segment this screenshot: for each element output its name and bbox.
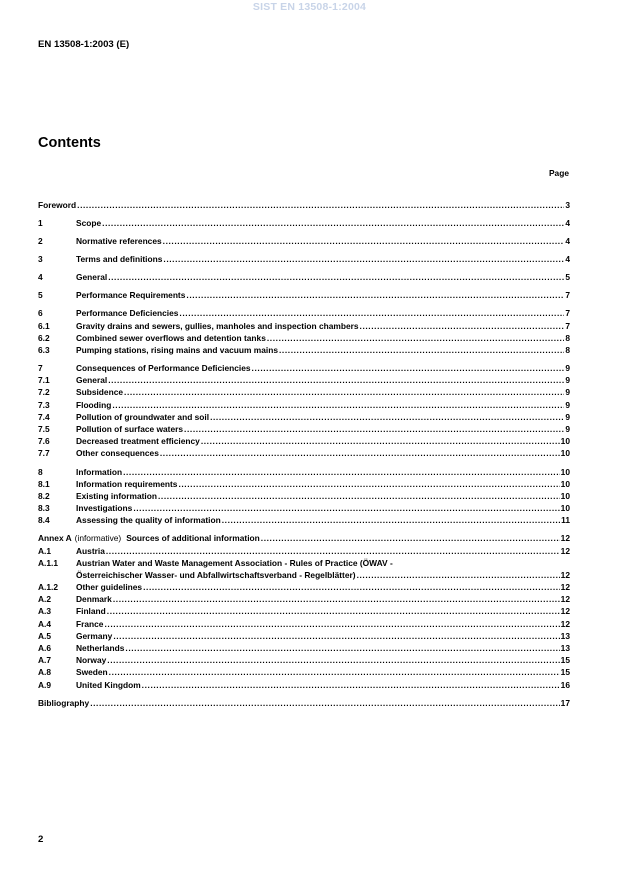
toc-leader-dots [112, 399, 564, 411]
toc-entry-number: 6.3 [38, 345, 50, 356]
page-column-label: Page [548, 168, 569, 178]
toc-entry-title: General [76, 375, 108, 386]
toc-entry-number: 7.2 [38, 387, 50, 398]
document-id: EN 13508-1:2003 (E) [38, 39, 130, 50]
toc-entry-information-requirements[interactable] [38, 478, 570, 490]
toc-entry-title: Pumping stations, rising mains and vacuum mains [76, 345, 278, 356]
toc-entry-number: 7.7 [38, 448, 50, 459]
toc-leader-dots [108, 374, 564, 386]
toc-entry-assessing-quality[interactable] [38, 514, 570, 526]
toc-entry-owav-line1[interactable] [38, 557, 570, 569]
toc-entry-page: 12 [560, 594, 570, 605]
toc-entry-page: 12 [560, 569, 570, 580]
toc-entry-page: 5 [565, 272, 570, 283]
toc-entry-title: Other consequences [76, 448, 159, 459]
toc-entry-performance-requirements[interactable] [38, 289, 570, 301]
toc-leader-dots [124, 386, 564, 398]
toc-leader-dots [158, 490, 560, 502]
toc-entry-page: 10 [560, 466, 570, 477]
toc-entry-title: Performance Deficiencies [76, 308, 179, 319]
toc-entry-page: 10 [560, 503, 570, 514]
toc-entry-page: 9 [565, 363, 570, 374]
toc-entry-number: A.8 [38, 667, 52, 678]
toc-entry-page: 12 [560, 606, 570, 617]
toc-leader-dots [108, 271, 564, 283]
annex-note: (informative) [74, 533, 122, 544]
toc-entry-title: Information [76, 466, 123, 477]
toc-leader-dots [252, 362, 565, 374]
toc-entry-page: 7 [565, 290, 570, 301]
toc-leader-dots [201, 435, 560, 447]
toc-entry-pumping-stations[interactable] [38, 344, 570, 356]
toc-entry-finland[interactable] [38, 605, 570, 617]
toc-entry-title: Normative references [76, 236, 162, 247]
toc-entry-page: 13 [560, 643, 570, 654]
toc-entry-title: France [76, 618, 104, 629]
toc-entry-page: 4 [565, 254, 570, 265]
toc-entry-title: Terms and definitions [76, 254, 163, 265]
toc-leader-dots [360, 320, 565, 332]
toc-leader-dots [123, 466, 560, 478]
toc-entry-other-consequences[interactable] [38, 447, 570, 459]
toc-entry-title: Pollution of surface waters [76, 424, 184, 435]
toc-entry-performance-deficiencies[interactable] [38, 307, 570, 319]
toc-entry-number: 3 [38, 254, 43, 265]
toc-entry-title: Consequences of Performance Deficiencies [76, 363, 251, 374]
toc-leader-dots [90, 697, 559, 709]
toc-entry-number: 7.4 [38, 411, 50, 422]
toc-entry-page: 12 [560, 533, 570, 544]
toc-entry-page: 15 [560, 667, 570, 678]
toc-leader-dots [357, 569, 560, 581]
toc-entry-owav-line2[interactable] [38, 569, 570, 581]
toc-entry-decreased-treatment[interactable] [38, 435, 570, 447]
toc-entry-title: Austrian Water and Waste Management Association - Rules of Practice (ÖWAV - [76, 557, 393, 568]
toc-entry-number: 7.3 [38, 399, 50, 410]
toc-entry-page: 10 [560, 436, 570, 447]
toc-entry-page: 11 [561, 515, 570, 526]
toc-entry-page: 4 [565, 218, 570, 229]
toc-entry-pollution-surface-waters[interactable] [38, 423, 570, 435]
toc-entry-consequences-general[interactable] [38, 374, 570, 386]
toc-leader-dots [186, 289, 564, 301]
toc-entry-number: 8.4 [38, 515, 50, 526]
toc-entry-title: Assessing the quality of information [76, 515, 221, 526]
toc-entry-page: 9 [565, 387, 570, 398]
toc-leader-dots [142, 679, 560, 691]
toc-leader-dots [261, 532, 560, 544]
toc-leader-dots [184, 423, 564, 435]
toc-entry-number: 8.3 [38, 503, 50, 514]
toc-entry-title: United Kingdom [76, 679, 141, 690]
toc-leader-dots [210, 411, 564, 423]
toc-leader-dots [267, 332, 564, 344]
toc-entry-number: 2 [38, 236, 43, 247]
toc-entry-title: Decreased treatment efficiency [76, 436, 200, 447]
toc-entry-title: Performance Requirements [76, 290, 186, 301]
toc-entry-number: 7.6 [38, 436, 50, 447]
toc-entry-title: Germany [76, 630, 113, 641]
toc-entry-number: 8.2 [38, 490, 50, 501]
toc-entry-title: Denmark [76, 594, 112, 605]
toc-entry-title: Information requirements [76, 478, 178, 489]
toc-entry-france[interactable] [38, 618, 570, 630]
toc-entry-page: 16 [560, 679, 570, 690]
toc-leader-dots [107, 654, 559, 666]
toc-entry-page: 10 [560, 448, 570, 459]
annex-title: Sources of additional information [126, 533, 260, 544]
toc-entry-title: Norway [76, 655, 107, 666]
toc-entry-sweden[interactable] [38, 666, 570, 678]
toc-entry-number: A.2 [38, 594, 52, 605]
toc-leader-dots [143, 581, 560, 593]
toc-entry-investigations[interactable] [38, 502, 570, 514]
toc-entry-number: 4 [38, 272, 43, 283]
toc-entry-number: A.1.2 [38, 582, 59, 593]
toc-entry-number: 7.1 [38, 375, 50, 386]
toc-entry-other-guidelines[interactable] [38, 581, 570, 593]
toc-entry-title: Pollution of groundwater and soil [76, 411, 210, 422]
footer-page-number: 2 [38, 834, 44, 845]
toc-entry-page: 9 [565, 399, 570, 410]
toc-entry-number: A.3 [38, 606, 52, 617]
toc-entry-title: Foreword [38, 200, 77, 210]
toc-entry-page: 3 [565, 200, 570, 210]
toc-entry-united-kingdom[interactable] [38, 679, 570, 691]
contents-heading: Contents [38, 135, 101, 151]
toc-entry-germany[interactable] [38, 630, 570, 642]
toc-leader-dots [113, 630, 559, 642]
toc-entry-existing-information[interactable] [38, 490, 570, 502]
toc-leader-dots [163, 253, 564, 265]
toc-entry-number: 1 [38, 218, 43, 229]
toc-entry-austria[interactable] [38, 545, 570, 557]
toc-entry-information[interactable] [38, 466, 570, 478]
toc-entry-consequences[interactable] [38, 362, 570, 374]
toc-leader-dots [106, 545, 560, 557]
toc-entry-number: A.1 [38, 545, 52, 556]
toc-entry-subsidence[interactable] [38, 386, 570, 398]
toc-leader-dots [109, 666, 560, 678]
toc-leader-dots [279, 344, 564, 356]
toc-leader-dots [160, 447, 560, 459]
toc-leader-dots [102, 217, 564, 229]
toc-entry-title: Netherlands [76, 643, 125, 654]
toc-entry-title: Sweden [76, 667, 108, 678]
annex-label: Annex A [38, 533, 72, 544]
toc-entry-page: 4 [565, 236, 570, 247]
toc-entry-number: A.4 [38, 618, 52, 629]
toc-entry-pollution-groundwater[interactable] [38, 411, 570, 423]
toc-entry-page: 12 [560, 545, 570, 556]
toc-entry-title: General [76, 272, 108, 283]
toc-leader-dots [113, 593, 560, 605]
toc-leader-dots [125, 642, 559, 654]
toc-entry-scope[interactable] [38, 217, 570, 229]
toc-entry-title: Finland [76, 606, 106, 617]
toc-entry-netherlands[interactable] [38, 642, 570, 654]
toc-entry-norway[interactable] [38, 654, 570, 666]
toc-entry-page: 13 [560, 630, 570, 641]
toc-entry-title: Combined sewer overflows and detention tanks [76, 332, 266, 343]
toc-entry-page: 10 [560, 478, 570, 489]
toc-entry-title: Scope [76, 218, 102, 229]
toc-entry-title: Austria [76, 545, 105, 556]
toc-entry-page: 9 [565, 411, 570, 422]
toc-entry-combined-sewer-overflows[interactable] [38, 332, 570, 344]
toc-entry-page: 8 [565, 332, 570, 343]
toc-entry-foreword[interactable] [38, 199, 570, 211]
toc-entry-normative-references[interactable] [38, 235, 570, 247]
toc-entry-page: 8 [565, 345, 570, 356]
toc-entry-page: 17 [560, 697, 570, 708]
toc-leader-dots [107, 605, 560, 617]
toc-entry-terms-and-definitions[interactable] [38, 253, 570, 265]
toc-entry-number: 6.2 [38, 332, 50, 343]
toc-leader-dots [104, 618, 559, 630]
toc-entry-title: Bibliography [38, 697, 90, 708]
toc-entry-title: Existing information [76, 490, 157, 501]
toc-entry-page: 12 [560, 618, 570, 629]
toc-entry-number: A.9 [38, 679, 52, 690]
toc-entry-gravity-drains[interactable] [38, 320, 570, 332]
toc-leader-dots [179, 307, 564, 319]
toc-entry-page: 15 [560, 655, 570, 666]
toc-leader-dots [178, 478, 559, 490]
toc-entry-title: Subsidence [76, 387, 124, 398]
toc-entry-page: 9 [565, 424, 570, 435]
toc-entry-title: Gravity drains and sewers, gullies, manholes and inspection chambers [76, 320, 359, 331]
toc-entry-flooding[interactable] [38, 399, 570, 411]
toc-entry-general[interactable] [38, 271, 570, 283]
toc-entry-number: 8.1 [38, 478, 50, 489]
toc-entry-number: 6 [38, 308, 43, 319]
toc-entry-page: 9 [565, 375, 570, 386]
toc-entry-page: 7 [565, 308, 570, 319]
toc-entry-page: 12 [560, 582, 570, 593]
toc-entry-page: 10 [560, 490, 570, 501]
toc-leader-dots [222, 514, 560, 526]
watermark: SIST EN 13508-1:2004 [252, 1, 367, 13]
toc-entry-title: Flooding [76, 399, 112, 410]
toc-entry-number: A.6 [38, 643, 52, 654]
toc-leader-dots [77, 199, 564, 211]
toc-entry-number: A.7 [38, 655, 52, 666]
toc-entry-title: Österreichischer Wasser- und Abfallwirtschaftsverband - Regelblätter) [76, 569, 356, 580]
toc-entry-page: 7 [565, 320, 570, 331]
toc-leader-dots [163, 235, 565, 247]
toc-entry-title: Other guidelines [76, 582, 143, 593]
toc-entry-number: 5 [38, 290, 43, 301]
toc-entry-title: Investigations [76, 503, 133, 514]
toc-leader-dots [133, 502, 559, 514]
toc-entry-bibliography[interactable] [38, 697, 570, 709]
toc-entry-number: A.1.1 [38, 557, 59, 568]
toc-entry-number: A.5 [38, 630, 52, 641]
toc-entry-denmark[interactable] [38, 593, 570, 605]
toc-entry-number: 6.1 [38, 320, 50, 331]
table-of-contents [38, 199, 570, 709]
toc-entry-number: 8 [38, 466, 43, 477]
toc-entry-number: 7 [38, 363, 43, 374]
toc-entry-annex-a[interactable] [38, 532, 570, 544]
toc-entry-number: 7.5 [38, 424, 50, 435]
